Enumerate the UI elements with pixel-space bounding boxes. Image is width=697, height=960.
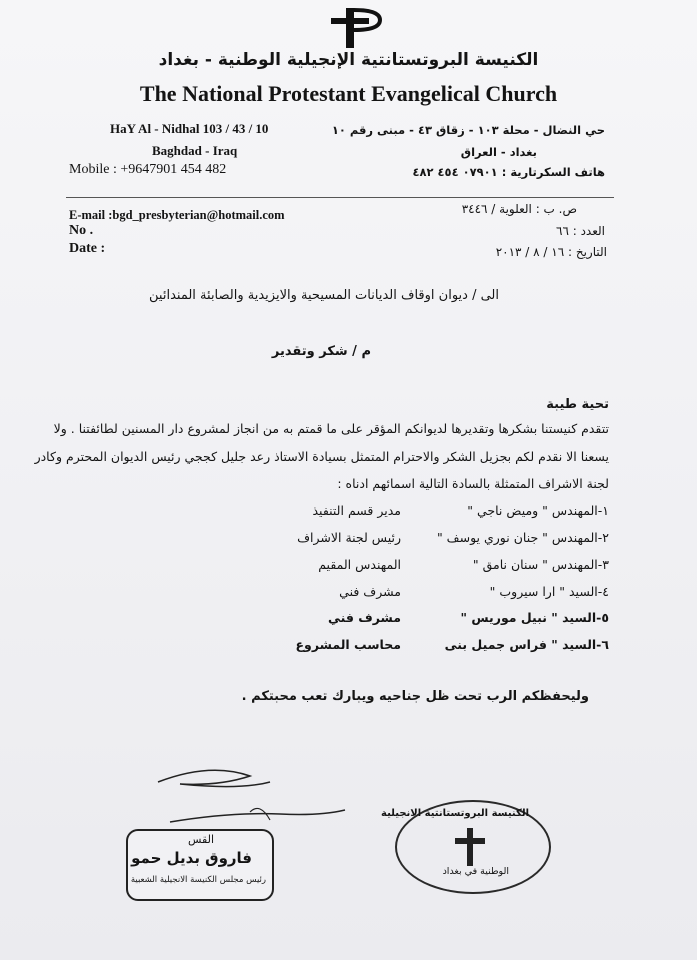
handwritten-signature bbox=[150, 762, 350, 832]
pastor-name-stamp bbox=[126, 829, 274, 901]
seal-bottom-text: الوطنية في بغداد bbox=[442, 866, 509, 877]
letter-number: العدد : ٦٦ bbox=[556, 224, 605, 238]
address-arabic-line-1: حي النضال - محلة ١٠٣ - زقاق ٤٣ - مبنى رقم ١٠ bbox=[331, 123, 605, 137]
closing-line: وليحفظكم الرب تحت ظل جناحيه ويبارك تعب محبتكم . bbox=[241, 689, 589, 704]
seal-cross-icon bbox=[452, 826, 488, 868]
church-name-english: The National Protestant Evangelical Church bbox=[139, 81, 558, 106]
stamp-name: فاروق بديل حمو bbox=[131, 849, 252, 867]
greeting: تحية طيبة bbox=[546, 397, 609, 412]
committee-member-role: رئيس لجنة الاشراف bbox=[297, 530, 401, 545]
recipient-line: الى / ديوان اوقاف الديانات المسيحية والايزيدية والصابئة المندائين bbox=[149, 288, 499, 303]
committee-member-role: محاسب المشروع bbox=[295, 637, 401, 652]
stamp-title: القس bbox=[188, 833, 214, 846]
paragraph-line-2: يسعنا الا نقدم لكم بجزيل الشكر والاحترام المتمثل بسيادة الاستاذ رعد جليل كججي رئيس الديوان المحترم وكادر bbox=[34, 449, 609, 464]
committee-member-name: ١-المهندس " وميض ناجي " bbox=[467, 503, 609, 518]
po-box: ص. ب : العلوية / ٣٤٤٦ bbox=[461, 202, 577, 216]
secretary-phone: هاتف السكرتارية : ٠٧٩٠١ ٤٥٤ ٤٨٢ bbox=[412, 165, 605, 179]
church-name-arabic: الكنيسة البروتستانتية الإنجيلية الوطنية - بغداد bbox=[158, 50, 539, 70]
address-arabic-line-2: بغداد - العراق bbox=[460, 145, 537, 159]
address-english-line-1: HaY Al - Nidhal 103 / 43 / 10 bbox=[110, 121, 269, 136]
committee-member-role: مشرف فني bbox=[339, 584, 401, 599]
church-cross-logo bbox=[314, 6, 384, 48]
subject-line: م / شكر وتقدير bbox=[271, 344, 371, 359]
committee-member-role: المهندس المقيم bbox=[318, 557, 401, 572]
committee-member-role: مشرف فني bbox=[327, 610, 401, 625]
seal-ring-text: الكنيسة البروتستانتية الانجيلية bbox=[381, 808, 529, 819]
header-divider bbox=[66, 197, 614, 198]
committee-member-role: مدير قسم التنفيذ bbox=[312, 503, 401, 518]
committee-member-name: ٦-السيد " فراس جميل بنى bbox=[444, 637, 609, 652]
number-label: No . bbox=[69, 223, 94, 238]
email-address: E-mail :bgd_presbyterian@hotmail.com bbox=[69, 208, 285, 222]
committee-member-name: ٣-المهندس " سنان نامق " bbox=[472, 557, 609, 572]
committee-member-name: ٤-السيد " ارا سيروب " bbox=[489, 584, 609, 599]
paragraph-line-1: تتقدم كنيستنا بشكرها وتقديرها لديوانكم المؤقر على ما قمتم به من انجاز لمشروع دار المسنين لطائفتنا . ولا bbox=[53, 421, 609, 436]
stamp-position: رئيس مجلس الكنيسة الانجيلية الشعبية bbox=[130, 875, 266, 885]
date-label: Date : bbox=[69, 241, 106, 256]
church-seal bbox=[381, 800, 551, 894]
mobile-number: Mobile : +9647901 454 482 bbox=[69, 162, 227, 177]
committee-member-name: ٥-السيد " نبيل موريس " bbox=[460, 610, 609, 625]
committee-member-name: ٢-المهندس " جنان نوري يوسف " bbox=[436, 530, 609, 545]
paragraph-line-3: لجنة الاشراف المتمثلة بالسادة التالية اسمائهم ادناه : bbox=[337, 476, 609, 491]
address-english-line-2: Baghdad - Iraq bbox=[152, 143, 238, 158]
letter-date: التاريخ : ١٦ / ٨ / ٢٠١٣ bbox=[495, 245, 607, 259]
